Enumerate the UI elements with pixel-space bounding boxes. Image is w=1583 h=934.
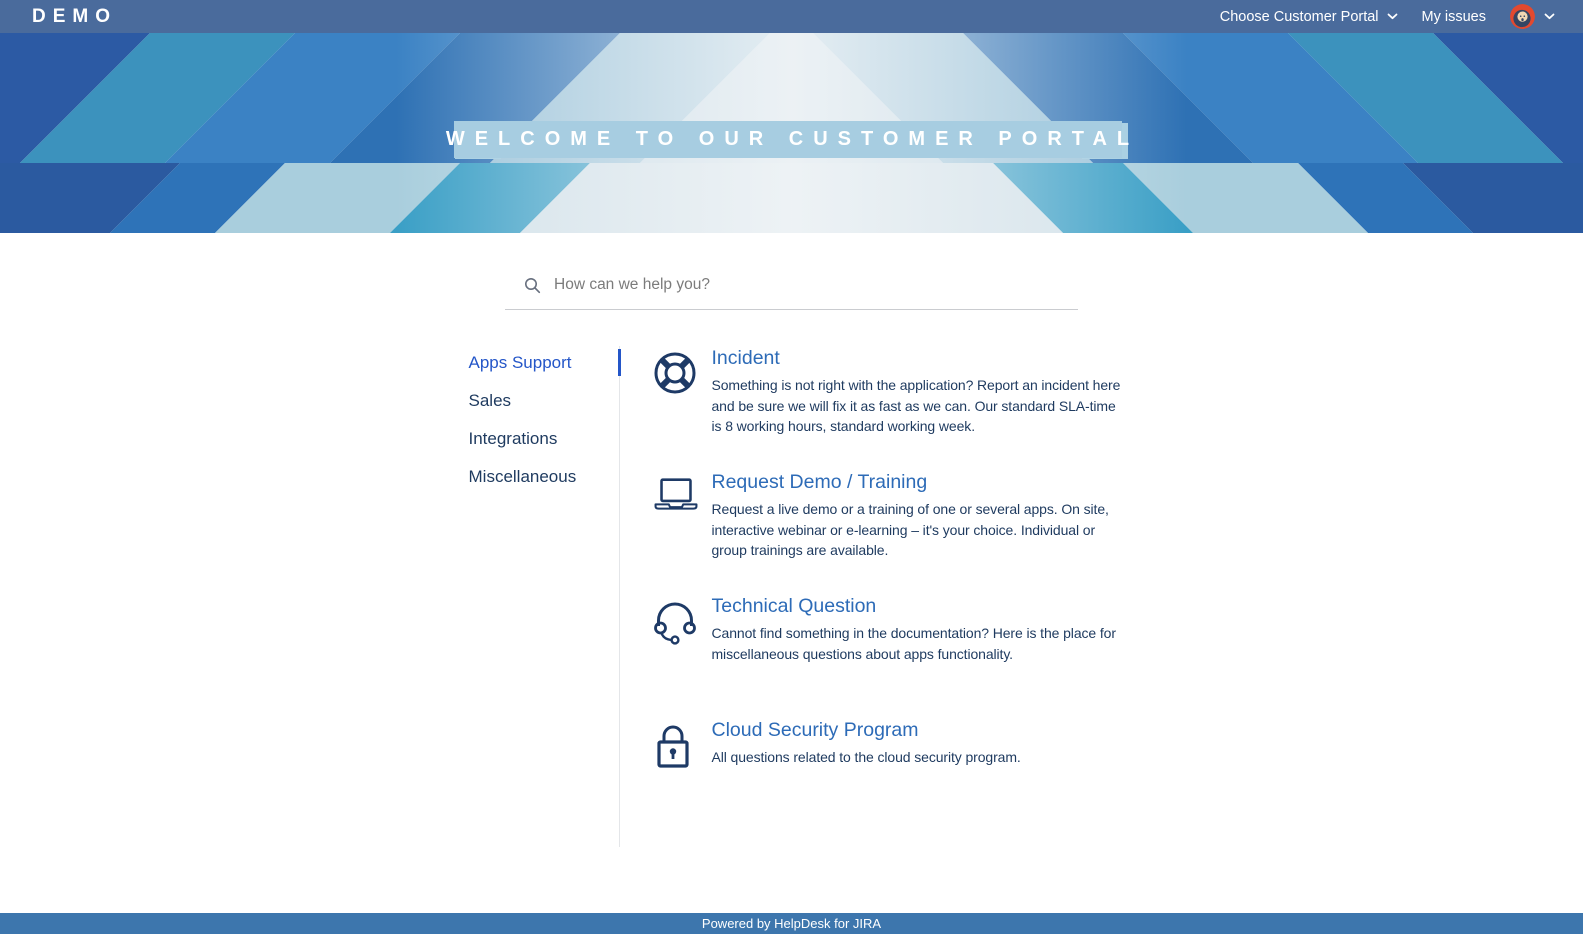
footer <box>0 913 1583 934</box>
request-type-incident[interactable] <box>653 346 1125 450</box>
request-description: Request a live demo or a training of one or several apps. On site, interactive webinar or e-learning – it's your choice. Individual or group trainings are available. <box>711 501 1109 558</box>
demo-logo: DEMO <box>32 5 117 27</box>
request-type-technical-question[interactable] <box>653 594 1125 698</box>
request-description: All questions related to the cloud security program. <box>711 749 1021 765</box>
request-description: Something is not right with the application? Report an incident here and be sure we will fix it as fast as we can. Our standard SLA-time is 8 working hours, standard working week. <box>711 377 1121 434</box>
portal-main <box>0 233 1583 913</box>
my-issues-label: My issues <box>1421 8 1486 25</box>
lifebuoy-icon <box>653 346 699 450</box>
sidebar-item-integrations[interactable]: Integrations <box>468 429 558 448</box>
choose-customer-portal-label: Choose Customer Portal <box>1219 8 1379 25</box>
laptop-icon <box>653 470 699 574</box>
request-description: Cannot find something in the documentation? Here is the place for miscellaneous questions about apps functionality. <box>711 625 1116 662</box>
search-input[interactable] <box>552 275 1076 295</box>
request-type-demo-training[interactable] <box>653 470 1125 574</box>
user-menu-button[interactable] <box>1510 4 1555 29</box>
welcome-banner <box>445 121 1140 158</box>
request-type-list <box>619 346 1125 847</box>
request-title: Request Demo / Training <box>711 471 928 493</box>
category-sidebar <box>469 346 619 847</box>
sidebar-item-sales[interactable]: Sales <box>468 391 512 410</box>
padlock-icon <box>653 718 699 822</box>
topbar-nav <box>1220 4 1555 29</box>
request-title: Cloud Security Program <box>711 719 919 741</box>
powered-by-link[interactable]: Powered by HelpDesk for JIRA <box>701 916 882 931</box>
choose-customer-portal-button[interactable] <box>1220 9 1398 25</box>
sidebar-item-apps-support[interactable]: Apps Support <box>469 353 607 372</box>
user-avatar <box>1510 4 1535 29</box>
request-type-cloud-security[interactable] <box>653 718 1125 822</box>
search-bar <box>505 269 1078 310</box>
search-icon <box>524 277 541 294</box>
chevron-down-icon <box>1387 13 1398 20</box>
welcome-banner-title: WELCOME TO OUR CUSTOMER PORTAL <box>445 128 1140 150</box>
chevron-down-icon <box>1544 13 1555 20</box>
hero-banner <box>0 33 1583 233</box>
request-title: Incident <box>711 347 780 369</box>
my-issues-link[interactable] <box>1422 9 1486 25</box>
request-title: Technical Question <box>711 595 877 617</box>
portal-content <box>469 346 1125 847</box>
sidebar-item-miscellaneous[interactable]: Miscellaneous <box>468 467 577 486</box>
topbar <box>0 0 1583 33</box>
headset-icon <box>653 594 699 698</box>
